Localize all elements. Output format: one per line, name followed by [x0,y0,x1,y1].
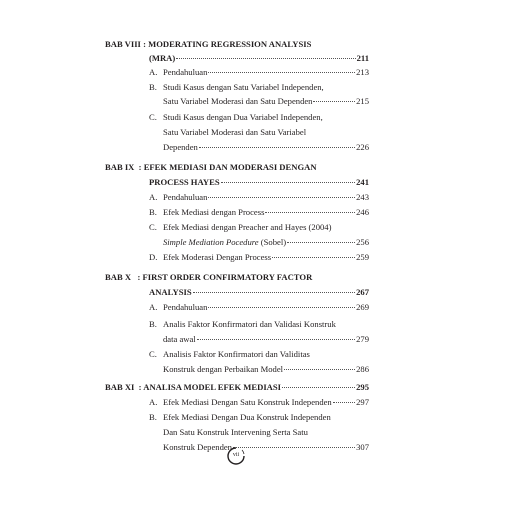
chapter-title-line: PROCESS HAYES 241 [149,177,369,187]
toc-entry: data awal 279 [163,334,369,344]
dot-leader [333,402,355,403]
page-number: vii [232,452,240,458]
item-letter: B. [149,82,157,92]
item-letter: C. [149,349,157,359]
toc-entry-line: Efek Mediasi dengan Preacher and Hayes (2004) [163,222,332,232]
dot-leader [287,242,355,243]
dot-leader [265,212,355,213]
toc-entry-line: Analis Faktor Konfirmatori dan Validasi Konstruk [163,319,336,329]
toc-entry: Simple Mediation Pocedure (Sobel) 256 [163,237,369,247]
dot-leader [313,101,355,102]
chapter-label: BAB X : FIRST ORDER CONFIRMATORY FACTOR [105,272,313,282]
toc-entry-line: Analisis Faktor Konfirmatori dan Validitas [163,349,310,359]
dot-leader [193,292,355,293]
page-number: 211 [356,53,369,63]
item-letter: C. [149,112,157,122]
dot-leader [197,339,355,340]
item-letter: A. [149,67,158,77]
toc-entry: Konstruk dengan Perbaikan Model 286 [163,364,369,374]
dot-leader [208,307,355,308]
dot-leader [199,147,355,148]
chapter-title-line: BAB XI : ANALISA MODEL EFEK MEDIASI 295 [105,382,369,392]
dot-leader [176,58,355,59]
toc-entry: Pendahuluan 269 [163,302,369,312]
toc-entry: Konstruk Dependen 307 [163,442,369,452]
chapter-title-line: (MRA) 211 [149,53,369,63]
dot-leader [208,72,355,73]
toc-entry: Pendahuluan 213 [163,67,369,77]
chapter-label: BAB VIII : MODERATING REGRESSION ANALYSIS [105,39,312,49]
dot-leader [208,197,355,198]
page-number-footer [226,446,246,466]
item-letter: B. [149,207,157,217]
item-letter: B. [149,412,157,422]
chapter-label: BAB IX : EFEK MEDIASI DAN MODERASI DENGAN [105,162,317,172]
toc-entry: Dependen 226 [163,142,369,152]
item-letter: D. [149,252,158,262]
item-letter: B. [149,319,157,329]
item-letter: A. [149,302,158,312]
item-letter: C. [149,222,157,232]
toc-entry-line: Dan Satu Konstruk Intervening Serta Satu [163,427,308,437]
dot-leader [221,182,356,183]
item-letter: A. [149,397,158,407]
dot-leader [284,369,355,370]
toc-entry: Satu Variabel Moderasi dan Satu Dependen 215 [163,96,369,106]
toc-entry-line: Satu Variabel Moderasi dan Satu Variabel [163,127,307,137]
toc-entry: Pendahuluan 243 [163,192,369,202]
toc-entry: Efek Moderasi Dengan Process 259 [163,252,369,262]
dot-leader [282,387,355,388]
toc-entry-line: Studi Kasus dengan Dua Variabel Independen, [163,112,323,122]
toc-entry: Efek Mediasi dengan Process 246 [163,207,369,217]
toc-entry-line: Studi Kasus dengan Satu Variabel Independen, [163,82,324,92]
dot-leader [272,257,355,258]
toc-entry-line: Efek Mediasi Dengan Dua Konstruk Independen [163,412,331,422]
chapter-title-line: ANALYSIS 267 [149,287,369,297]
dot-leader [233,447,355,448]
toc-entry: Efek Mediasi Dengan Satu Konstruk Independen 297 [163,397,369,407]
item-letter: A. [149,192,158,202]
